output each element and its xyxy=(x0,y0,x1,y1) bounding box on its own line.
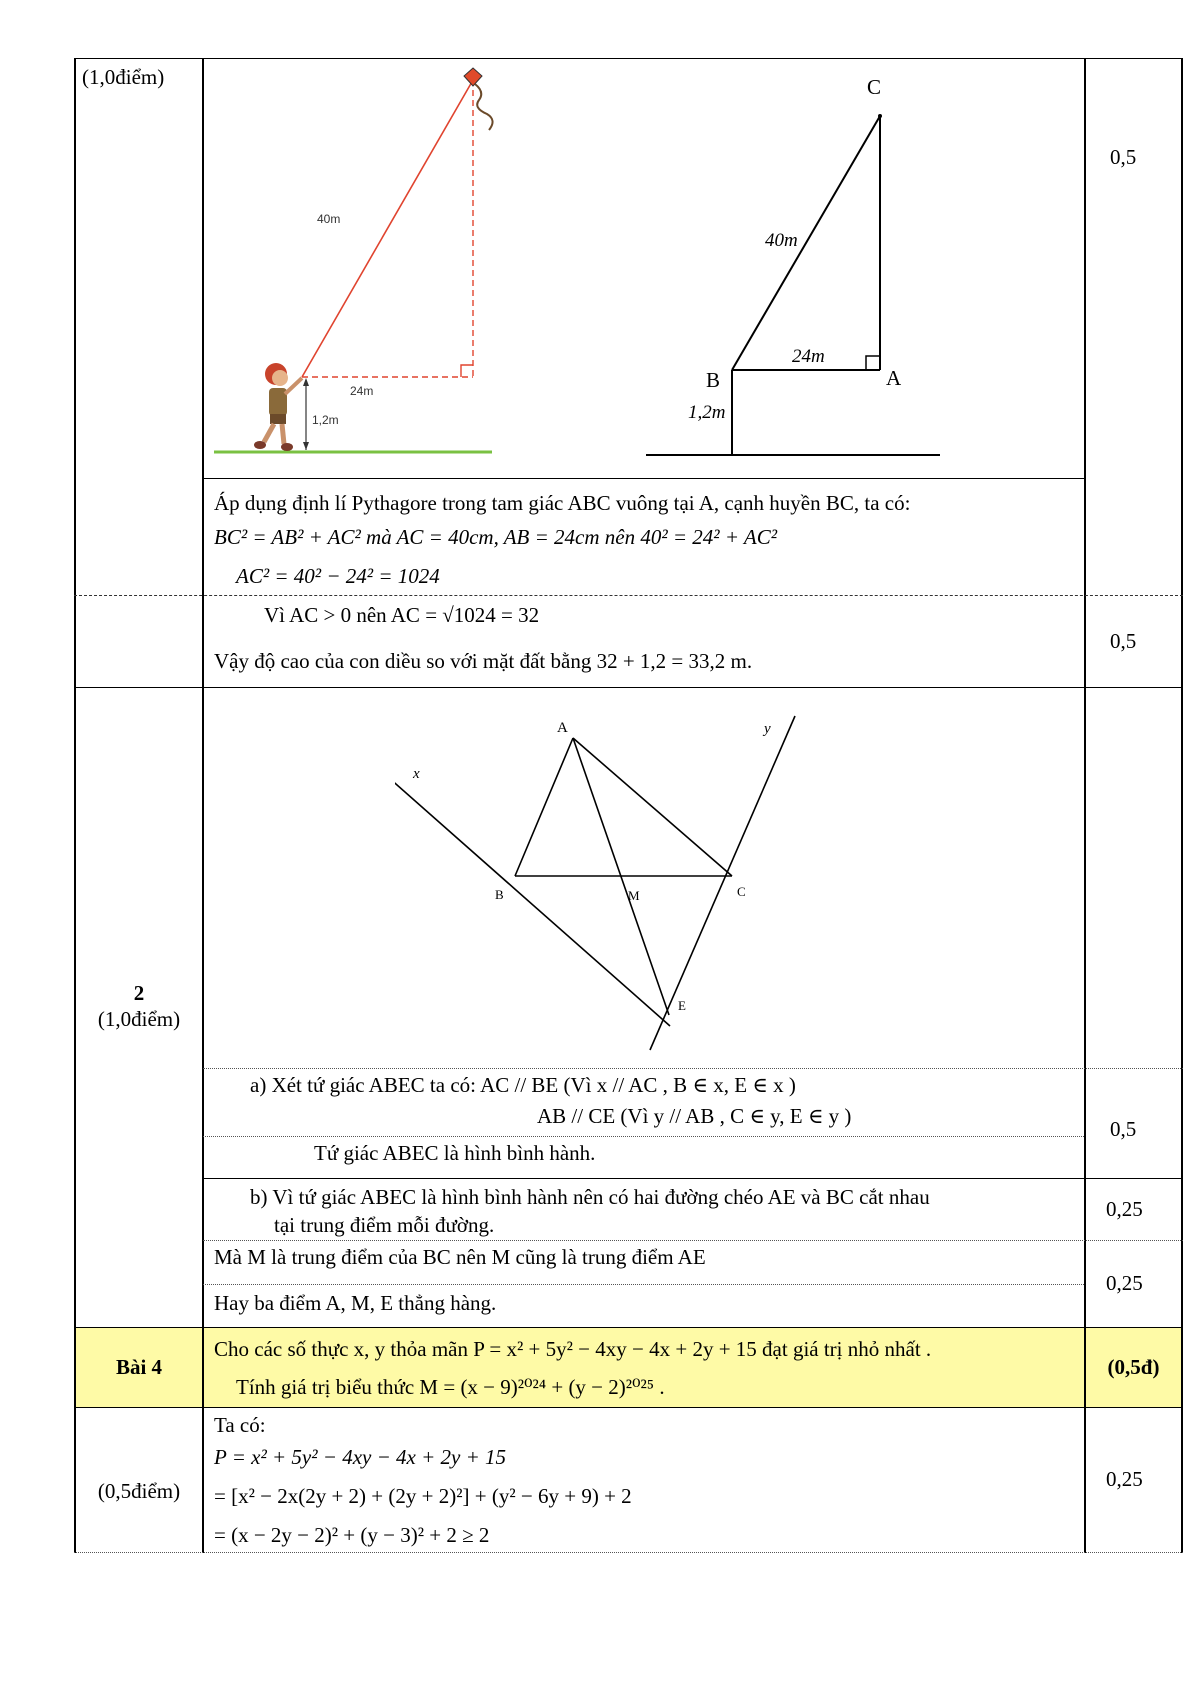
solution-line: = [x² − 2x(2y + 2) + (2y + 2)²] + (y² − 6y + 9) + 2 xyxy=(214,1484,632,1508)
score-value: 0,25 xyxy=(1106,1271,1143,1295)
vertex-m-label: M xyxy=(628,888,640,903)
vertex-b-label: B xyxy=(706,368,721,392)
cell-divider xyxy=(203,1136,1084,1137)
solution-line: Mà M là trung điểm của BC nên M cũng là trung điểm AE xyxy=(214,1245,706,1269)
score-label: (0,5điểm) xyxy=(97,1479,181,1503)
table-border xyxy=(202,58,204,1553)
line-y xyxy=(650,716,795,1050)
parallelogram-diagram xyxy=(395,710,815,1060)
cell-divider xyxy=(203,1068,1183,1069)
vertex-a-label: A xyxy=(557,720,568,736)
row-divider xyxy=(74,1327,1183,1328)
score-value: 0,5 xyxy=(1110,145,1137,169)
kite-string xyxy=(302,80,473,377)
vertex-c-label: C xyxy=(867,75,882,99)
solution-line: Vậy độ cao của con diều so với mặt đất bằng 32 + 1,2 = 33,2 m. xyxy=(214,649,753,673)
line-y-label: y xyxy=(764,721,771,737)
kite-height-label: 1,2m xyxy=(312,413,339,427)
row-divider xyxy=(74,687,1183,688)
score-value: 0,25 xyxy=(1106,1197,1143,1221)
cell-divider xyxy=(74,595,1183,596)
kite-illustration xyxy=(214,60,534,460)
problem-statement: Cho các số thực x, y thỏa mãn P = x² + 5y² − 4xy − 4x + 2y + 15 đạt giá trị nhỏ nhất . xyxy=(214,1337,932,1361)
line-x-label: x xyxy=(413,766,420,782)
solution-line: Áp dụng định lí Pythagore trong tam giác ABC vuông tại A, cạnh huyền BC, ta có: xyxy=(214,491,911,515)
vertex-c-label: C xyxy=(737,884,746,899)
score-value: 0,5 xyxy=(1110,1117,1137,1141)
table-border xyxy=(1181,58,1183,1553)
kite-hyp-label: 40m xyxy=(317,212,341,226)
kite-base-label: 24m xyxy=(350,384,374,398)
right-angle-mark xyxy=(461,365,473,377)
hyp-label: 40m xyxy=(765,230,798,251)
score-value: 0,5 xyxy=(1110,629,1137,653)
solution-line: Hay ba điểm A, M, E thẳng hàng. xyxy=(214,1291,497,1315)
solution-line: AC² = 40² − 24² = 1024 xyxy=(236,564,440,588)
question-number: 2 xyxy=(133,981,145,1005)
right-triangle-diagram xyxy=(640,70,960,465)
problem-statement: Tính giá trị biểu thức M = (x − 9)²⁰²⁴ + (y − 2)²⁰²⁵ . xyxy=(236,1375,665,1399)
solution-line: = (x − 2y − 2)² + (y − 3)² + 2 ≥ 2 xyxy=(214,1523,490,1547)
solution-line: AB // CE (Vì y // AB , C ∈ y, E ∈ y ) xyxy=(537,1104,852,1128)
table-border xyxy=(74,58,76,1553)
vertex-b-label: B xyxy=(495,887,504,902)
cell-divider xyxy=(203,1284,1084,1285)
problem-label: Bài 4 xyxy=(115,1355,163,1379)
score-value: 0,25 xyxy=(1106,1467,1143,1491)
segment-ab xyxy=(515,738,573,876)
solution-line: Ta có: xyxy=(214,1413,266,1437)
row-divider xyxy=(74,1407,1183,1408)
cell-divider xyxy=(203,478,1084,479)
solution-line: BC² = AB² + AC² mà AC = 40cm, AB = 24cm nên 40² = 24² + AC² xyxy=(214,525,778,549)
solution-line: P = x² + 5y² − 4xy − 4x + 2y + 15 xyxy=(214,1445,506,1469)
child-figure-icon xyxy=(254,363,302,451)
right-angle-mark xyxy=(866,356,880,370)
solution-line: Vì AC > 0 nên AC = √1024 = 32 xyxy=(264,603,540,627)
score-label: (1,0điểm) xyxy=(97,1007,181,1031)
vertex-e-label: E xyxy=(678,998,686,1013)
problem-points: (0,5đ) xyxy=(1107,1355,1160,1379)
table-border xyxy=(1084,58,1086,1553)
solution-line: a) Xét tứ giác ABEC ta có: AC // BE (Vì x // AC , B ∈ x, E ∈ x ) xyxy=(250,1073,796,1097)
height-label: 1,2m xyxy=(688,402,726,423)
side-bc xyxy=(732,116,880,370)
row-divider xyxy=(74,1552,1183,1553)
vertex-a-label: A xyxy=(886,366,902,390)
base-label: 24m xyxy=(792,346,825,367)
score-label: (1,0điểm) xyxy=(82,65,165,89)
cell-divider xyxy=(203,1178,1183,1179)
kite-tail-icon xyxy=(475,84,493,130)
table-border xyxy=(74,58,1183,59)
solution-line: b) Vì tứ giác ABEC là hình bình hành nên có hai đường chéo AE và BC cắt nhau xyxy=(250,1185,930,1209)
solution-line: Tứ giác ABEC là hình bình hành. xyxy=(314,1141,596,1165)
cell-divider xyxy=(203,1240,1183,1241)
solution-line: tại trung điểm mỗi đường. xyxy=(274,1213,495,1237)
kite-icon xyxy=(464,68,482,86)
